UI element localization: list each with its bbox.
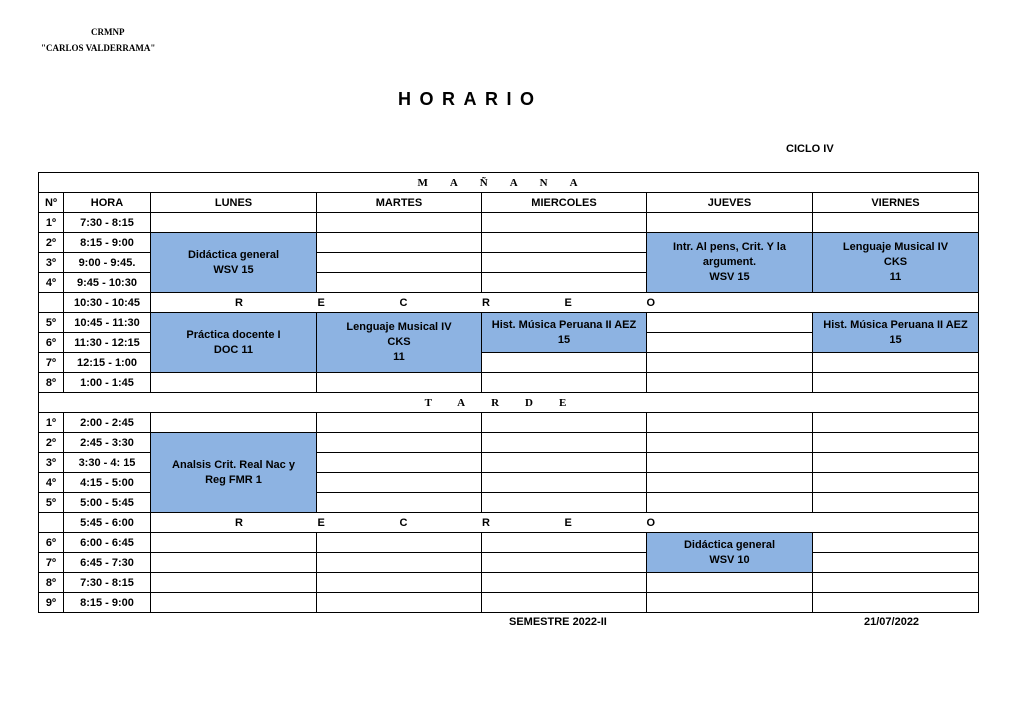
course-name: Analsis Crit. Real Nac y <box>172 458 295 471</box>
course-intr-pens-crit-thursday <box>647 233 813 293</box>
recess-letter: O <box>646 296 655 309</box>
empty-cell <box>813 493 979 513</box>
recess-letter: R <box>481 516 490 529</box>
empty-cell <box>317 533 482 553</box>
empty-cell <box>813 473 979 493</box>
slot-number: 1º <box>39 213 64 233</box>
empty-cell <box>317 593 482 613</box>
recess-letter: E <box>317 296 325 309</box>
empty-cell <box>317 253 482 273</box>
course-teacher: CKS <box>387 336 411 348</box>
slot-time: 12:15 - 1:00 <box>64 353 151 373</box>
empty-cell <box>317 233 482 253</box>
slot-number: 6º <box>39 333 64 353</box>
slot-number: 2º <box>39 233 64 253</box>
slot-time: 8:15 - 9:00 <box>64 593 151 613</box>
slot-time: 1:00 - 1:45 <box>64 373 151 393</box>
empty-cell <box>151 533 317 553</box>
slot-number: 1º <box>39 413 64 433</box>
empty-cell <box>813 453 979 473</box>
empty-cell <box>317 553 482 573</box>
empty-cell <box>647 433 813 453</box>
slot-number: 7º <box>39 553 64 573</box>
empty-cell <box>647 473 813 493</box>
cycle-label: CICLO IV <box>786 143 834 155</box>
slot-time: 8:15 - 9:00 <box>64 233 151 253</box>
slot-number <box>39 513 64 533</box>
slot-number: 3º <box>39 253 64 273</box>
empty-cell <box>317 213 482 233</box>
course-lenguaje-musical-tuesday <box>317 313 482 373</box>
empty-cell <box>482 533 647 553</box>
empty-cell <box>151 413 317 433</box>
semester-label: SEMESTRE 2022-II <box>509 616 607 628</box>
afternoon-session-row <box>39 393 979 413</box>
slot-time: 7:30 - 8:15 <box>64 213 151 233</box>
empty-cell <box>482 553 647 573</box>
slot-time: 9:45 - 10:30 <box>64 273 151 293</box>
column-header-time: HORA <box>64 193 151 213</box>
recess-letter: E <box>317 516 325 529</box>
empty-cell <box>813 213 979 233</box>
empty-cell <box>647 453 813 473</box>
course-room: 15 <box>557 333 571 346</box>
recess-label <box>151 293 979 313</box>
empty-cell <box>317 573 482 593</box>
recess-letter: E <box>564 516 572 529</box>
empty-cell <box>647 413 813 433</box>
course-teacher-room: WSV 15 <box>709 271 750 283</box>
slot-time: 3:30 - 4: 15 <box>64 453 151 473</box>
course-name: Didáctica general <box>683 538 776 551</box>
column-header-number: Nº <box>39 193 64 213</box>
empty-cell <box>813 553 979 573</box>
course-name: Intr. Al pens, Crit. Y la argument. <box>673 241 786 268</box>
course-teacher-room: WSV 15 <box>213 263 254 276</box>
empty-cell <box>482 593 647 613</box>
table-row <box>39 313 979 333</box>
course-didactica-general-monday <box>151 233 317 293</box>
course-hist-musica-wednesday <box>482 313 647 353</box>
empty-cell <box>647 493 813 513</box>
course-teacher-room: DOC 11 <box>213 343 254 356</box>
slot-number: 2º <box>39 433 64 453</box>
empty-cell <box>813 433 979 453</box>
course-practica-docente-monday <box>151 313 317 373</box>
table-row <box>39 573 979 593</box>
empty-cell <box>647 573 813 593</box>
empty-cell <box>482 453 647 473</box>
course-name: Lenguaje Musical IV <box>346 321 452 333</box>
slot-time: 6:45 - 7:30 <box>64 553 151 573</box>
table-row <box>39 413 979 433</box>
empty-cell <box>151 593 317 613</box>
recess-letter: R <box>235 296 243 309</box>
institution-acronym: CRMNP <box>91 27 125 37</box>
table-row <box>39 213 979 233</box>
slot-number: 5º <box>39 493 64 513</box>
slot-time: 10:45 - 11:30 <box>64 313 151 333</box>
recess-letter: C <box>399 516 408 529</box>
column-header-row <box>39 193 979 213</box>
afternoon-session-label: TARDE <box>39 393 979 413</box>
slot-number: 4º <box>39 273 64 293</box>
empty-cell <box>813 373 979 393</box>
empty-cell <box>151 213 317 233</box>
schedule-table <box>38 172 979 613</box>
recess-letter: R <box>235 516 243 529</box>
empty-cell <box>482 213 647 233</box>
empty-cell <box>482 473 647 493</box>
empty-cell <box>482 493 647 513</box>
empty-cell <box>482 373 647 393</box>
slot-number: 9º <box>39 593 64 613</box>
slot-time: 11:30 - 12:15 <box>64 333 151 353</box>
slot-number: 5º <box>39 313 64 333</box>
course-hist-musica-friday <box>813 313 979 353</box>
slot-number: 8º <box>39 573 64 593</box>
empty-cell <box>317 273 482 293</box>
slot-number: 8º <box>39 373 64 393</box>
empty-cell <box>647 593 813 613</box>
slot-time: 2:45 - 3:30 <box>64 433 151 453</box>
empty-cell <box>813 593 979 613</box>
table-row <box>39 593 979 613</box>
table-row <box>39 553 979 573</box>
course-teacher-room: WSV 10 <box>709 553 750 566</box>
course-analisis-crit-monday <box>151 433 317 513</box>
slot-number: 7º <box>39 353 64 373</box>
course-room: 11 <box>393 351 405 363</box>
empty-cell <box>317 373 482 393</box>
course-name: Lenguaje Musical IV <box>842 241 949 253</box>
slot-time: 6:00 - 6:45 <box>64 533 151 553</box>
recess-row <box>39 293 979 313</box>
empty-cell <box>647 313 813 333</box>
empty-cell <box>482 413 647 433</box>
course-name: Didáctica general <box>187 248 280 261</box>
empty-cell <box>317 493 482 513</box>
course-lenguaje-musical-friday <box>813 233 979 293</box>
empty-cell <box>813 353 979 373</box>
column-header-thursday: JUEVES <box>647 193 813 213</box>
page-title: HORARIO <box>398 89 543 109</box>
table-row <box>39 433 979 453</box>
recess-letter: R <box>481 296 490 309</box>
course-didactica-general-thursday <box>647 533 813 573</box>
course-name: Hist. Música Peruana II AEZ <box>823 318 968 331</box>
empty-cell <box>317 473 482 493</box>
slot-time: 4:15 - 5:00 <box>64 473 151 493</box>
slot-number <box>39 293 64 313</box>
empty-cell <box>151 573 317 593</box>
morning-session-row <box>39 173 979 193</box>
empty-cell <box>647 353 813 373</box>
course-room: 11 <box>889 271 902 283</box>
table-row <box>39 533 979 553</box>
empty-cell <box>813 533 979 553</box>
column-header-wednesday: MIERCOLES <box>482 193 647 213</box>
table-row <box>39 233 979 253</box>
empty-cell <box>317 453 482 473</box>
empty-cell <box>151 373 317 393</box>
empty-cell <box>482 253 647 273</box>
recess-letter: C <box>399 296 408 309</box>
recess-letter: O <box>646 516 655 529</box>
table-row <box>39 373 979 393</box>
course-teacher: CKS <box>883 256 908 268</box>
slot-time: 5:00 - 5:45 <box>64 493 151 513</box>
slot-time: 10:30 - 10:45 <box>64 293 151 313</box>
empty-cell <box>647 373 813 393</box>
empty-cell <box>151 553 317 573</box>
course-name: Práctica docente I <box>186 328 281 341</box>
empty-cell <box>317 433 482 453</box>
empty-cell <box>482 433 647 453</box>
course-room: 15 <box>889 333 902 346</box>
course-name: Hist. Música Peruana II AEZ <box>491 318 637 331</box>
slot-time: 9:00 - 9:45. <box>64 253 151 273</box>
date-label: 21/07/2022 <box>864 616 920 628</box>
course-teacher-room: Reg FMR 1 <box>205 473 262 486</box>
empty-cell <box>482 353 647 373</box>
slot-time: 2:00 - 2:45 <box>64 413 151 433</box>
slot-time: 7:30 - 8:15 <box>64 573 151 593</box>
empty-cell <box>482 573 647 593</box>
column-header-monday: LUNES <box>151 193 317 213</box>
column-header-friday: VIERNES <box>813 193 979 213</box>
column-header-tuesday: MARTES <box>317 193 482 213</box>
empty-cell <box>647 213 813 233</box>
slot-number: 6º <box>39 533 64 553</box>
institution-name: "CARLOS VALDERRAMA" <box>41 43 156 53</box>
empty-cell <box>317 413 482 433</box>
empty-cell <box>482 273 647 293</box>
empty-cell <box>647 333 813 353</box>
slot-number: 4º <box>39 473 64 493</box>
recess-row <box>39 513 979 533</box>
empty-cell <box>482 233 647 253</box>
slot-number: 3º <box>39 453 64 473</box>
empty-cell <box>813 413 979 433</box>
recess-letter: E <box>564 296 572 309</box>
empty-cell <box>813 573 979 593</box>
recess-label <box>151 513 979 533</box>
morning-session-label: MAÑANA <box>39 173 979 193</box>
slot-time: 5:45 - 6:00 <box>64 513 151 533</box>
